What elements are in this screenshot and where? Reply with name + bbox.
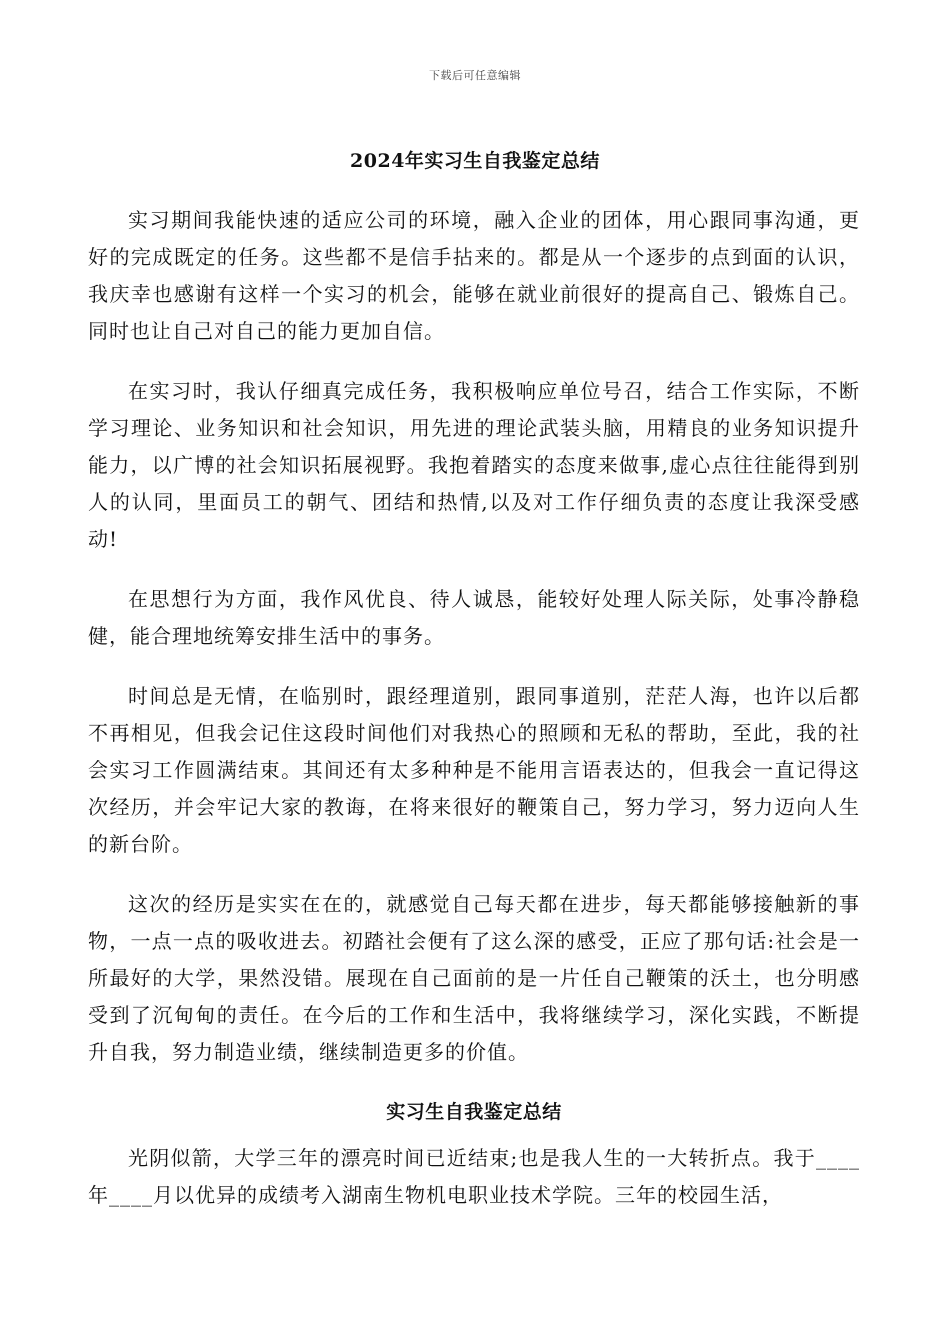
document-title: 2024年实习生自我鉴定总结 bbox=[350, 150, 600, 172]
body-paragraph: 实习期间我能快速的适应公司的环境，融入企业的团体，用心跟同事沟通，更好的完成既定的任务。这些都不是信手拈来的。都是从一个逐步的点到面的认识，我庆幸也感谢有这样一个实习的机会，能够在就业前很好的提高自己、锻炼自己。同时也让自己对自己的能力更加自信。 bbox=[88, 208, 860, 343]
body-paragraph: 在思想行为方面，我作风优良、待人诚恳，能较好处理人际关际，处事冷静稳健，能合理地统筹安排生活中的事务。 bbox=[88, 587, 860, 648]
body-paragraph: 这次的经历是实实在在的，就感觉自己每天都在进步，每天都能够接触新的事物，一点一点的吸收进去。初踏社会便有了这么深的感受，正应了那句话:社会是一所最好的大学，果然没错。展现在自己面前的是一片任自己鞭策的沃土，也分明感受到了沉甸甸的责任。在今后的工作和生活中，我将继续学习，深化实践，不断提升自我，努力制造业绩，继续制造更多的价值。 bbox=[88, 892, 860, 1064]
body-paragraph: 光阴似箭，大学三年的漂亮时间已近结束;也是我人生的一大转折点。我于____年____月以优异的成绩考入湖南生物机电职业技术学院。三年的校园生活， bbox=[88, 1146, 860, 1207]
section-title: 实习生自我鉴定总结 bbox=[386, 1101, 562, 1123]
body-paragraph: 在实习时，我认仔细真完成任务，我积极响应单位号召，结合工作实际，不断学习理论、业务知识和社会知识，用先进的理论武装头脑，用精良的业务知识提升能力，以广博的社会知识拓展视野。我抱着踏实的态度来做事,虚心点往往能得到别人的认同，里面员工的朝气、团结和热情,以及对工作仔细负责的态度让我深受感动! bbox=[88, 379, 860, 551]
document-body bbox=[88, 202, 860, 1237]
body-paragraph: 时间总是无情，在临别时，跟经理道别，跟同事道别，茫茫人海，也许以后都不再相见，但我会记住这段时间他们对我热心的照顾和无私的帮助，至此，我的社会实习工作圆满结束。其间还有太多种种是不能用言语表达的，但我会一直记得这次经历，并会牢记大家的教诲，在将来很好的鞭策自己，努力学习，努力迈向人生的新台阶。 bbox=[88, 684, 860, 856]
page-header-note: 下载后可任意编辑 bbox=[429, 69, 521, 82]
